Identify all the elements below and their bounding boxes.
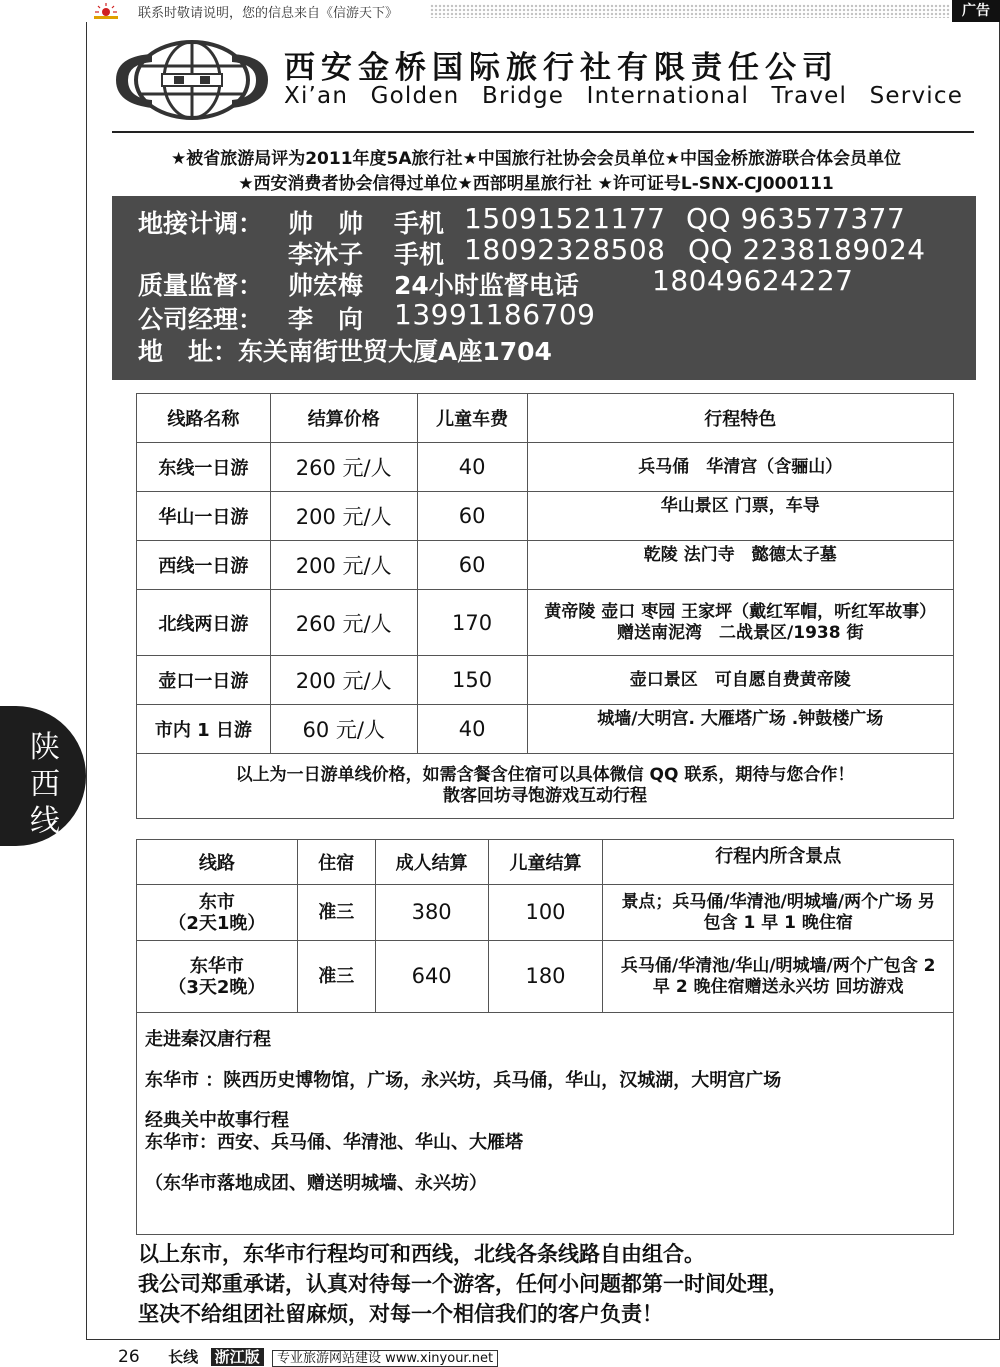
table-row [137,941,954,1013]
day-tours-note [137,754,954,819]
route-feature: 华山景区 门票，车导 [527,492,953,541]
itinerary-title-2: 经典关中故事行程 [145,1110,289,1131]
region-side-tab [0,706,86,846]
package-spots: 景点；兵马俑/华清池/明城墙/两个广场 另 包含 1 早 1 晚住宿 [603,885,954,941]
package-route [137,885,298,941]
header-route: 线路名称 [137,394,271,443]
header-hotel: 住宿 [297,840,375,885]
package-adult-price: 380 [375,885,488,941]
header-divider [112,131,974,133]
route-feature: 黄帝陵 壶口 枣园 王家坪（戴红军帽，听红军故事）赠送南泥湾 二战景区/1938 街 [527,590,953,656]
side-tab-char: 线 [30,804,60,839]
closing-line-3: 坚决不给组团社留麻烦，对每一个相信我们的客户负责！ [138,1302,663,1326]
ad-badge: 广告 [952,0,1000,22]
source-note: 联系时敬请说明，您的信息来自《信游天下》 [138,6,399,21]
company-name-en: Xi’an Golden Bridge International Travel Service [284,83,964,109]
header-price: 结算价格 [270,394,417,443]
package-hotel: 准三 [297,941,375,1013]
note-line-2: 散客回坊寻饱游戏互动行程 [443,786,647,806]
route-price: 60 元/人 [270,705,417,754]
route-child-fee: 60 [417,492,527,541]
mobile-label-1: 手机 [394,209,445,238]
table-row [137,443,954,492]
route-feature: 乾陵 法门寺 懿德太子墓 [527,541,953,590]
route-feature: 城墙/大明宫. 大雁塔广场 .钟鼓楼广场 [527,705,953,754]
quality-label: 质量监督： [138,271,264,300]
route-child-fee: 40 [417,705,527,754]
closing-line-1: 以上东市，东华市行程均可和西线，北线各条线路自由组合。 [138,1242,705,1266]
honors-line-1: ★被省旅游局评为2011年度5A旅行社★中国旅行社协会会员单位★中国金桥旅游联合体会员单位 [170,149,902,169]
itinerary-title-1: 走进秦汉唐行程 [145,1029,271,1050]
contact-box [112,196,976,380]
table-row [137,705,954,754]
itinerary-line-2: 东华市：西安、兵马俑、华清池、华山、大雁塔 [145,1132,523,1153]
manager-label: 公司经理： [138,305,264,334]
route-feature: 兵马俑 华清宫（含骊山） [527,443,953,492]
honors-line-2: ★西安消费者协会信得过单位★西部明星旅行社 ★许可证号L-SNX-CJ000111 [238,174,834,194]
contact1-name: 帅 帅 [288,209,364,238]
route-name: 东线一日游 [137,443,271,492]
table-row [137,492,954,541]
route-name: 壶口一日游 [137,656,271,705]
route-name: 西线一日游 [137,541,271,590]
route-name: 华山一日游 [137,492,271,541]
package-route-duration: （3天2晚） [168,976,266,998]
golden-bridge-globe-icon [112,36,272,124]
footer-slogan: 专业旅游网站建设 www.xinyour.net [272,1350,498,1367]
itinerary-row [137,1013,954,1235]
manager-name: 李 向 [288,305,364,334]
contact2-qq: QQ 2238189024 [688,233,926,266]
dispatch-label: 地接计调： [138,209,264,238]
itinerary-block [137,1013,954,1235]
table-note-row [137,754,954,819]
footer-section: 长线 [168,1348,199,1366]
route-child-fee: 170 [417,590,527,656]
header-adult: 成人结算 [375,840,488,885]
route-price: 200 元/人 [270,492,417,541]
contact2-name: 李沐子 [288,240,364,269]
route-price: 200 元/人 [270,656,417,705]
itinerary-line-1: 东华市 ：陕西历史博物馆，广场，永兴坊，兵马俑，华山，汉城湖，大明宫广场 [145,1070,782,1091]
package-route-name: 东华市 [189,955,244,977]
route-price: 260 元/人 [270,590,417,656]
package-route-duration: （2天1晚） [168,912,266,934]
table-row [137,541,954,590]
contact1-qq: QQ 963577377 [686,202,906,235]
footer-edition: 浙江版 [211,1348,264,1366]
header-route: 线路 [137,840,298,885]
quality-name: 帅宏梅 [288,271,364,300]
table-row [137,590,954,656]
page-number: 26 [118,1347,140,1367]
header-child: 儿童结算 [488,840,603,885]
route-price: 200 元/人 [270,541,417,590]
route-feature: 壶口景区 可自愿自费黄帝陵 [527,656,953,705]
hotline-number: 18049624227 [652,264,854,297]
table-header-row [137,840,954,885]
note-line-1: 以上为一日游单线价格，如需含餐含住宿可以具体微信 QQ 联系，期待与您合作！ [235,765,855,785]
day-tours-table [136,393,954,819]
route-child-fee: 60 [417,541,527,590]
contact2-phone: 18092328508 [464,233,666,266]
side-tab-char: 陕 [30,730,60,765]
package-route-name: 东市 [198,891,235,913]
route-child-fee: 40 [417,443,527,492]
packages-table [136,839,954,1235]
hotline-label: 24小时监督电话 [394,271,579,300]
header-child-fee: 儿童车费 [417,394,527,443]
package-route [137,941,298,1013]
address: 地 址：东关南街世贸大厦A座1704 [138,337,552,366]
contact1-phone: 15091521177 [464,202,666,235]
company-name-cn: 西安金桥国际旅行社有限责任公司 [284,50,839,86]
halftone-decoration [430,4,950,18]
sun-logo-icon [92,2,120,20]
package-adult-price: 640 [375,941,488,1013]
manager-phone: 13991186709 [394,298,596,331]
package-child-price: 180 [488,941,603,1013]
mobile-label-2: 手机 [394,240,445,269]
route-child-fee: 150 [417,656,527,705]
header-feature: 行程特色 [527,394,953,443]
package-child-price: 100 [488,885,603,941]
table-header-row [137,394,954,443]
side-tab-char: 西 [30,767,60,802]
route-price: 260 元/人 [270,443,417,492]
closing-line-2: 我公司郑重承诺，认真对待每一个游客，任何小问题都第一时间处理， [138,1272,789,1296]
table-row [137,885,954,941]
package-hotel: 准三 [297,885,375,941]
package-spots: 兵马俑/华清池/华山/明城墙/两个广包含 2 早 2 晚住宿赠送永兴坊 回坊游戏 [603,941,954,1013]
route-name: 市内 1 日游 [137,705,271,754]
page-footer [118,1346,498,1366]
itinerary-line-3: （东华市落地成团、赠送明城墙、永兴坊） [145,1173,487,1194]
route-name: 北线两日游 [137,590,271,656]
header-spots: 行程内所含景点 [603,840,954,885]
table-row [137,656,954,705]
